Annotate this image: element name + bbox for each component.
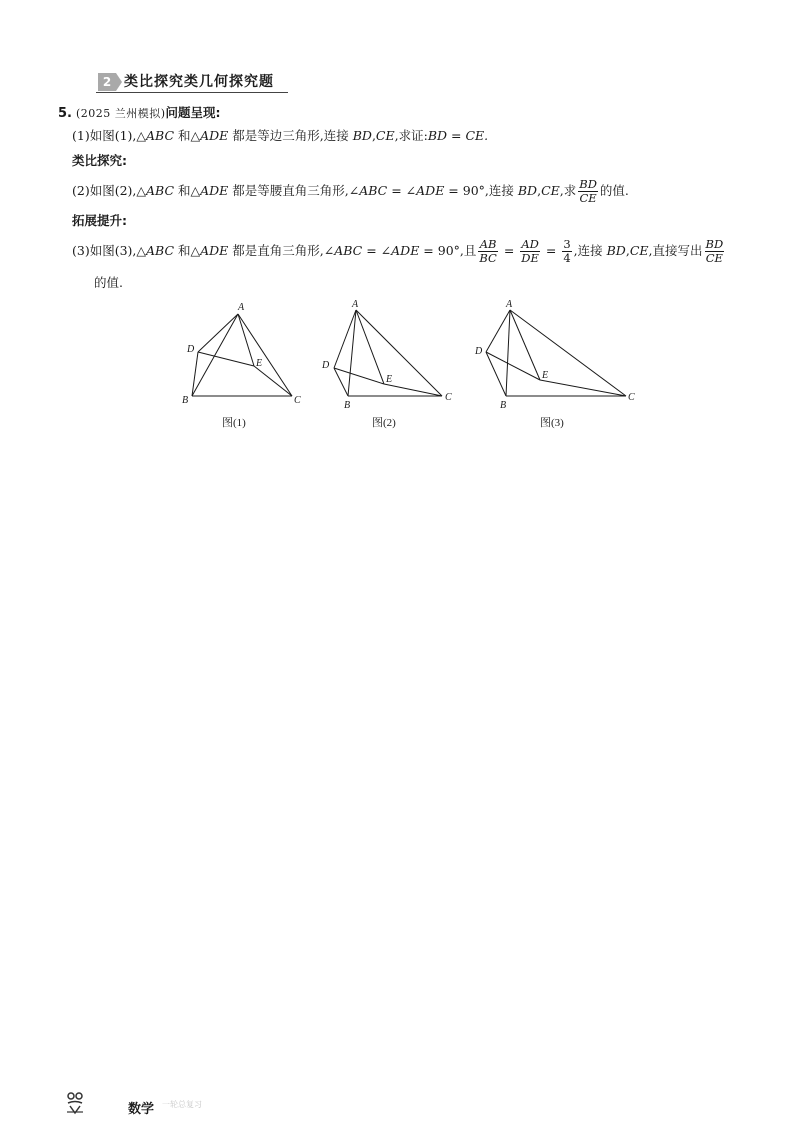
part3-triangle1: ABC [146,243,175,258]
problem-header [58,104,221,123]
part3-mid6: ,直接写出 [648,243,703,258]
figure-1 [192,314,292,396]
fig3-label-d: D [475,346,483,357]
part2-segment2: CE [541,183,560,198]
part2-text [72,178,629,205]
part3-mid1: 和△ [174,243,201,258]
part3-comma: , [625,243,630,258]
part2-mid3: = ∠ [387,183,417,198]
segment-bd [192,352,198,396]
part3-segment1: BD [606,243,626,258]
part1-mid3: ,求证: [394,128,428,143]
part2-suffix: 的值. [599,183,629,198]
segment-ab [192,314,238,396]
part3-eq2: = [541,243,561,258]
part2-frac-den: CE [579,191,597,205]
part2-triangle2: ADE [200,183,229,198]
fig3-label-a: A [506,299,513,310]
part3-prefix: (3)如图(3),△ [72,243,146,258]
fig2-label-a: A [352,299,359,310]
frac-num: BD [705,237,724,251]
part1-mid1: 和△ [174,128,201,143]
fig1-label-b: B [182,395,189,406]
part3-continuation: 的值. [94,275,123,290]
part2-mid1: 和△ [174,183,201,198]
segment-ac [356,310,442,396]
segment-de [198,352,254,366]
fig3-label-c: C [628,392,635,403]
footer-subject: 数学 [128,1102,155,1117]
part3-eq1: = [499,243,519,258]
segment-ac [510,310,626,396]
segment-de [334,368,384,384]
part3-fraction-ab-bc [478,238,497,265]
fig3-label-e: E [542,370,549,381]
segment-ae [356,310,384,384]
part2-frac-num: BD [579,177,597,191]
fig3-caption: 图(3) [540,417,564,429]
frac-den: BC [479,251,497,265]
fig2-caption: 图(2) [372,417,396,429]
part3-fraction-bd-ce [705,238,725,265]
segment-ce [540,380,626,396]
fig2-label-e: E [386,374,393,385]
problem-source: (2025 兰州模拟) [75,107,166,120]
figure-3 [486,310,626,396]
segment-ad [486,310,510,352]
segment-bd [486,352,506,396]
segment-ae [238,314,254,366]
segment-ad [198,314,238,352]
segment-ab [348,310,356,396]
part2-mid2: 都是等腰直角三角形,∠ [228,183,360,198]
part3-angle1: ABC [334,243,363,258]
analogy-heading: 类比探究: [72,153,127,168]
part3-mid2: 都是直角三角形,∠ [228,243,335,258]
part2-triangle1: ABC [146,183,175,198]
frac-den: CE [705,251,723,265]
part3-triangle2: ADE [200,243,229,258]
fig1-label-c: C [294,395,301,406]
frac-num: 3 [563,237,571,251]
part2-angle1: ABC [359,183,388,198]
segment-ac [238,314,292,396]
part1-mid2: 都是等边三角形,连接 [228,128,353,143]
frac-num: AB [479,237,497,251]
part2-prefix: (2)如图(2),△ [72,183,146,198]
segment-ce [384,384,442,396]
segment-de [486,352,540,380]
figures-area [170,296,650,436]
part2-angle2: ADE [416,183,445,198]
part1-equation: BD = CE. [427,128,489,143]
part3-mid3: = ∠ [362,243,392,258]
fig3-label-b: B [500,400,507,411]
publisher-logo-icon [64,1090,86,1116]
problem-number: 5. [58,106,72,121]
problem-intro: 问题呈现: [165,105,221,120]
fig2-label-c: C [445,392,452,403]
part2-fraction [578,178,598,205]
part1-triangle1: ABC [146,128,175,143]
part2-comma: , [537,183,542,198]
fig1-label-a: A [238,302,245,313]
part3-segment2: CE [629,243,649,258]
fig2-label-d: D [322,360,330,371]
section-title: 类比探究类几何探究题 [124,74,274,90]
part1-comma: , [371,128,376,143]
part1-segment2: CE [375,128,395,143]
fig1-label-e: E [256,358,263,369]
part1-prefix: (1)如图(1),△ [72,128,146,143]
part1-segment1: BD [352,128,372,143]
extension-heading: 拓展提升: [72,213,127,228]
segment-ab [506,310,510,396]
part3-angle2: ADE [391,243,420,258]
frac-den: DE [521,251,539,265]
part3-mid5: ,连接 [573,243,607,258]
segment-ad [334,310,356,368]
segment-ce [254,366,292,396]
section-number-badge: 2 [98,73,116,91]
part2-segment1: BD [517,183,538,198]
section-header [96,72,288,93]
part2-mid5: ,求 [559,183,577,198]
part1-triangle2: ADE [200,128,229,143]
part2-mid4: = 90°,连接 [444,183,518,198]
geometry-figures [170,296,650,436]
part1-text [72,127,488,145]
part3-text [72,238,726,265]
part3-fraction-3-4 [562,238,571,265]
fig1-caption: 图(1) [222,417,246,429]
footer-faint-text: 一轮总复习 [162,1100,202,1109]
frac-num: AD [521,237,539,251]
frac-den: 4 [563,251,571,265]
part3-mid4: = 90°,且 [419,243,477,258]
fig1-label-d: D [187,344,195,355]
fig2-label-b: B [344,400,351,411]
part3-fraction-ad-de [520,238,540,265]
